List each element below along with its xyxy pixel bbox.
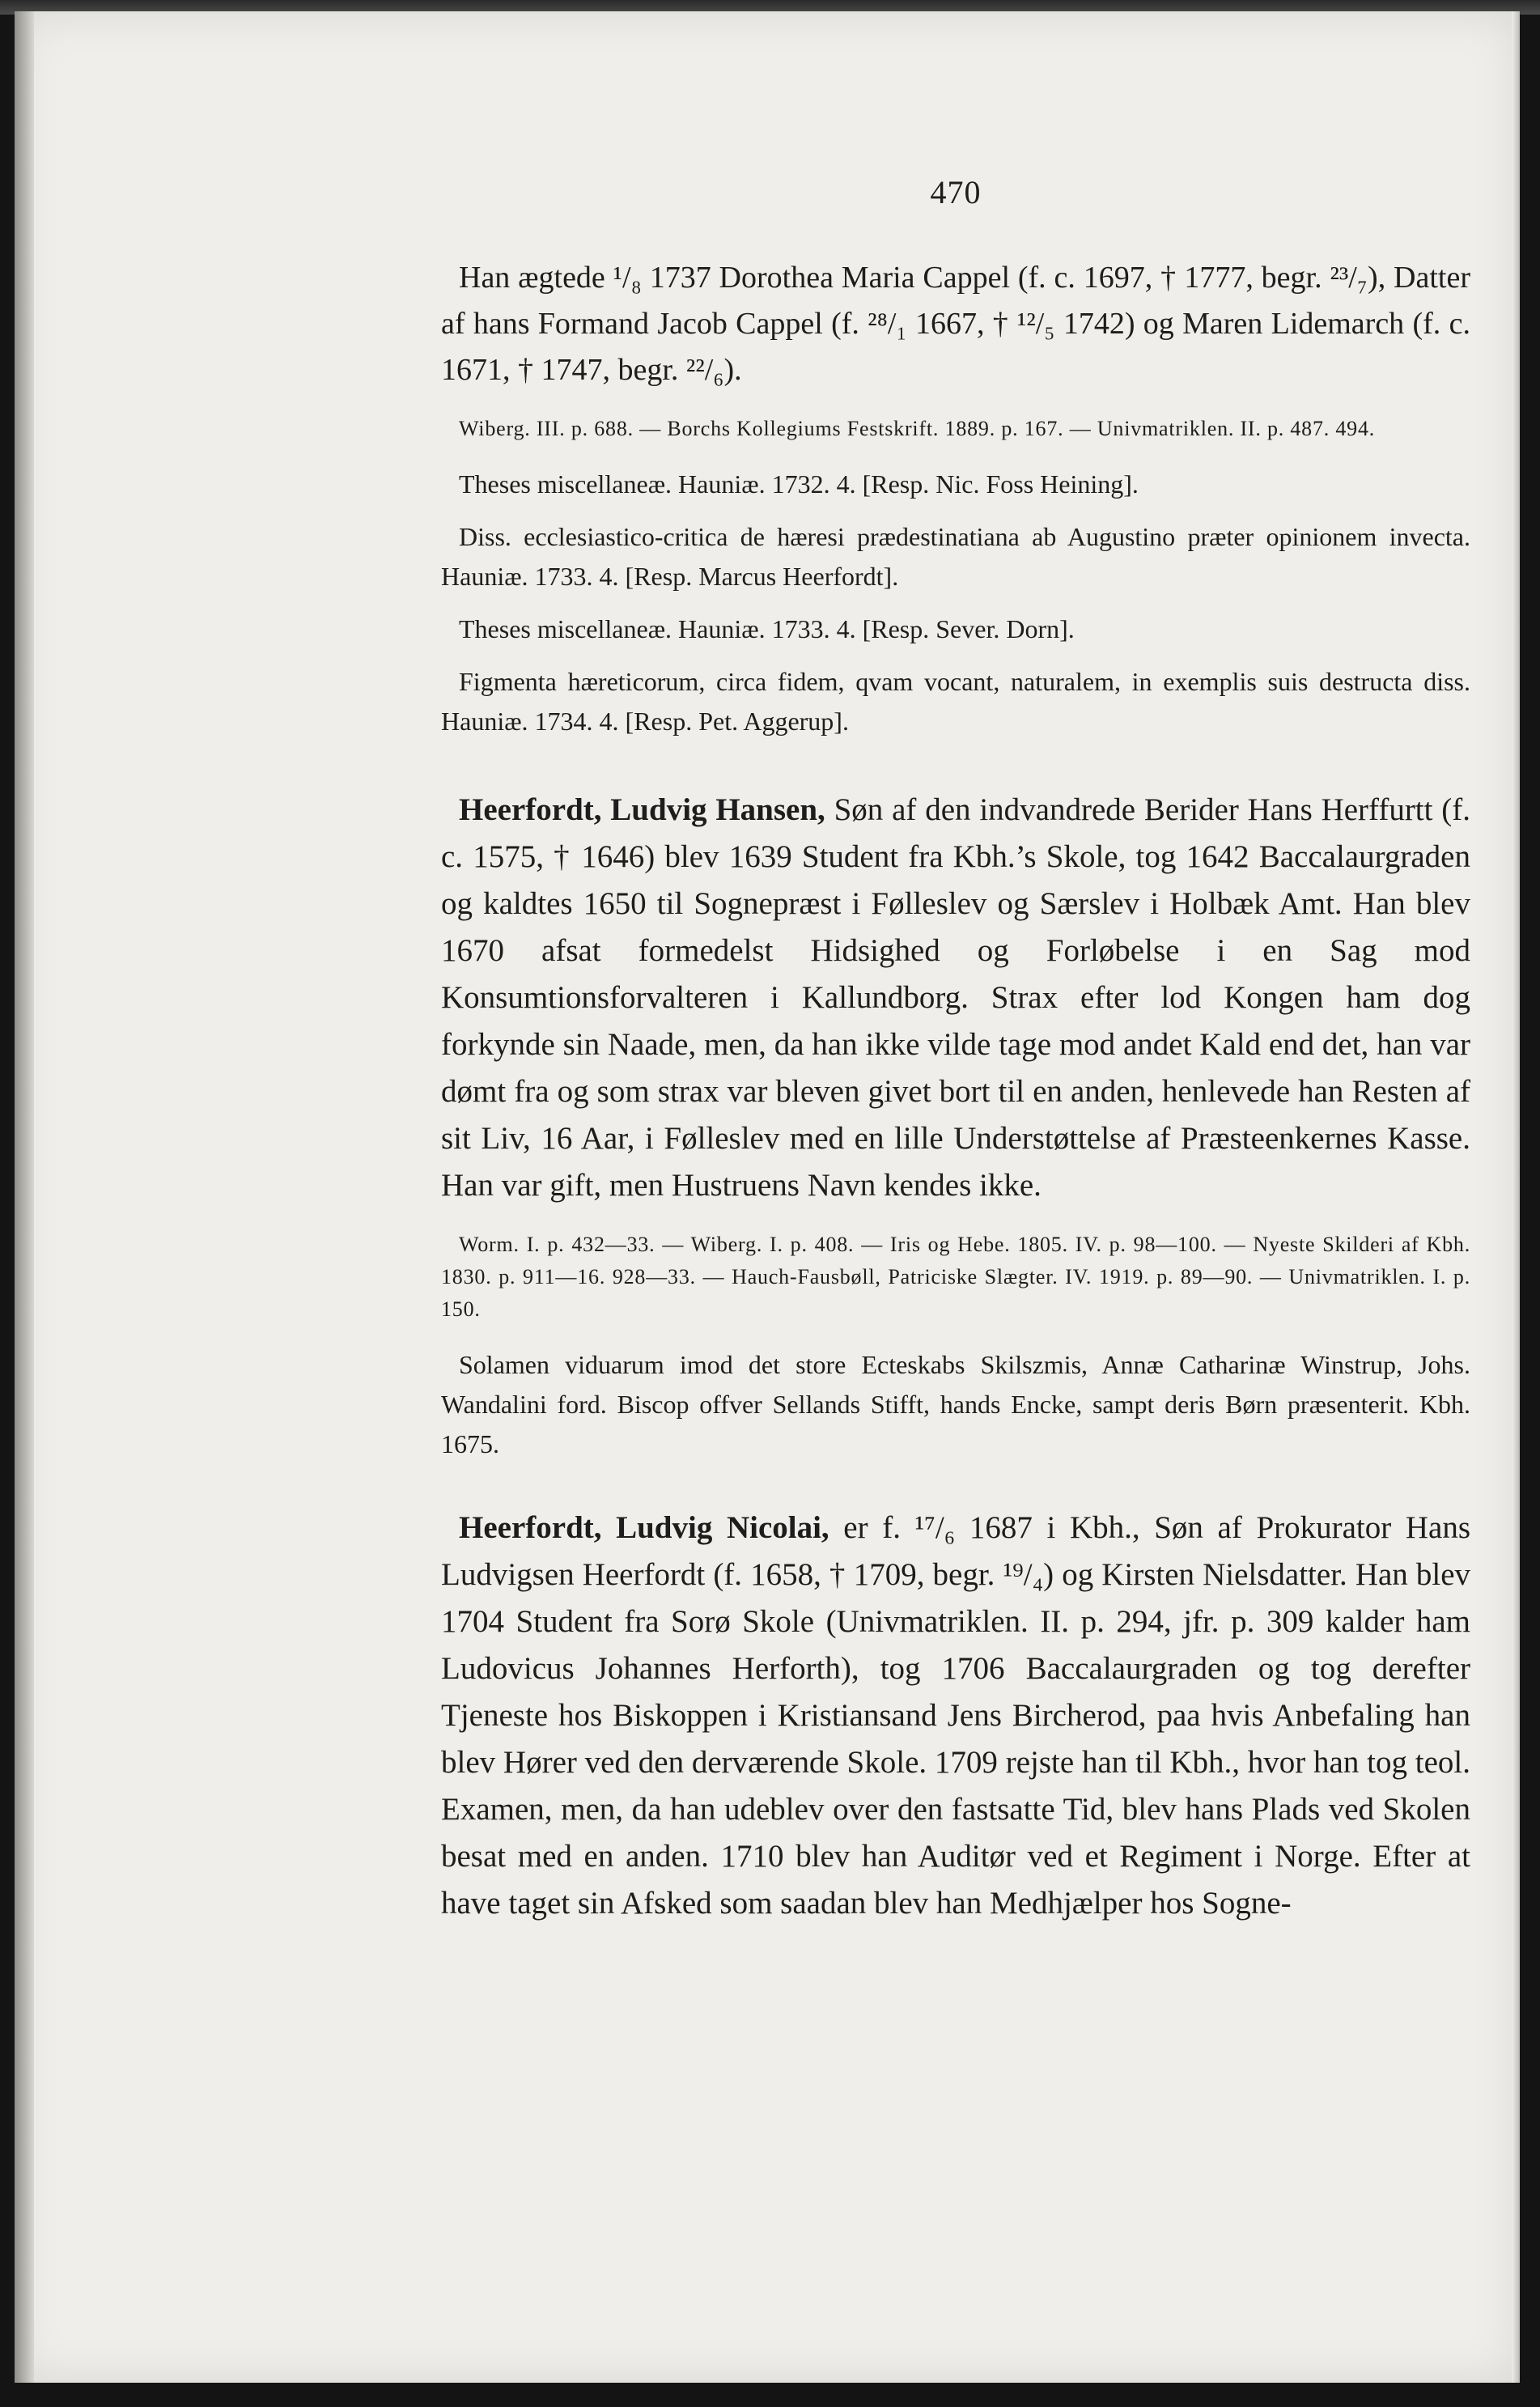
intro-paragraph: Han ægtede ¹/₈ 1737 Dorothea Maria Cappel (f. c. 1697, † 1777, begr. ²³/₇), Datter af hans Formand Jacob Cappel (f. ²⁸/₁ 1667, † ¹²/₅ 1742) og Maren Lidemarch (f. c. 1671, † 1747, begr. ²²/₆). [441, 261, 1470, 387]
biography-entry-ludvig-nicolai [441, 1505, 1470, 1927]
biography-entry-ludvig-hansen [441, 787, 1470, 1209]
entry-headword: Heerfordt, Ludvig Hansen, [459, 792, 825, 827]
work-item: Figmenta hæreticorum, circa fidem, qvam vocant, naturalem, in exemplis suis destructa diss. Hauniæ. 1734. 4. [Resp. Pet. Aggerup]. [441, 667, 1470, 736]
work-item: Theses miscellaneæ. Hauniæ. 1732. 4. [Resp. Nic. Foss Heining]. [459, 469, 1139, 499]
page-content [441, 173, 1470, 1946]
entry-body: Søn af den indvandrede Berider Hans Herffurtt (f. c. 1575, † 1646) blev 1639 Student fra Kbh.’s Skole, tog 1642 Baccalaurgraden og kaldtes 1650 til Sognepræst i Følleslev og Særslev i Holbæk Amt. Han blev 1670 afsat formedelst Hidsighed og Forløbelse i en Sag mod Konsumtionsforvalteren i Kallundborg. Strax efter lod Kongen ham dog forkynde sin Naade, men, da han ikke vilde tage mod andet Kald end det, han var dømt fra og som strax var bleven givet bort til en anden, henlevede han Resten af sit Liv, 16 Aar, i Følleslev med en lille Understøttelse af Præsteenkernes Kasse. Han var gift, men Hustruens Navn kendes ikke. [441, 792, 1471, 1203]
page-gutter-shadow [15, 11, 34, 2383]
work-item: Solamen viduarum imod det store Ecteskabs Skilszmis, Annæ Catharinæ Winstrup, Johs. Wandalini ford. Biscop offver Sellands Stifft, hands Encke, sampt deris Børn præsenterit. Kbh. 1675. [441, 1350, 1470, 1458]
book-page [15, 11, 1520, 2383]
intro-references: Wiberg. III. p. 688. — Borchs Kollegiums Festskrift. 1889. p. 167. — Univmatriklen. II. p. 487. 494. [459, 417, 1376, 440]
entry-references: Worm. I. p. 432—33. — Wiberg. I. p. 408. — Iris og Hebe. 1805. IV. p. 98—100. — Nyeste Skilderi af Kbh. 1830. p. 911—16. 928—33. — Hauch-Fausbøll, Patriciske Slægter. IV. 1919. p. 89—90. — Univmatriklen. I. p. 150. [441, 1233, 1470, 1321]
entry-body: er f. ¹⁷/₆ 1687 i Kbh., Søn af Prokurator Hans Ludvigsen Heerfordt (f. 1658, † 1709, begr. ¹⁹/₄) og Kirsten Nielsdatter. Han blev 1704 Student fra Sorø Skole (Univmatriklen. II. p. 294, jfr. p. 309 kalder ham Ludovicus Johannes Herforth), tog 1706 Baccalaurgraden og tog derefter Tjeneste hos Biskoppen i Kristiansand Jens Bircherod, paa hvis Anbefaling han blev Hører ved den derværende Skole. 1709 rejste han til Kbh., hvor han tog teol. Examen, men, da han udeblev over den fastsatte Tid, blev hans Plads ved Skolen besat med en anden. 1710 blev han Auditør ved et Regiment i Norge. Efter at have taget sin Afsked som saadan blev han Medhjælper hos Sogne- [441, 1510, 1470, 1921]
work-item: Theses miscellaneæ. Hauniæ. 1733. 4. [Resp. Sever. Dorn]. [459, 614, 1075, 643]
section-gap [441, 754, 1470, 787]
work-item: Diss. ecclesiastico-critica de hæresi prædestinatiana ab Augustino præter opinionem invecta. Hauniæ. 1733. 4. [Resp. Marcus Heerfordt]. [441, 522, 1470, 591]
page-number: 470 [930, 174, 982, 210]
page-edge-shadow [1512, 11, 1520, 2383]
section-gap [441, 1477, 1470, 1505]
entry-headword: Heerfordt, Ludvig Nicolai, [459, 1510, 829, 1545]
